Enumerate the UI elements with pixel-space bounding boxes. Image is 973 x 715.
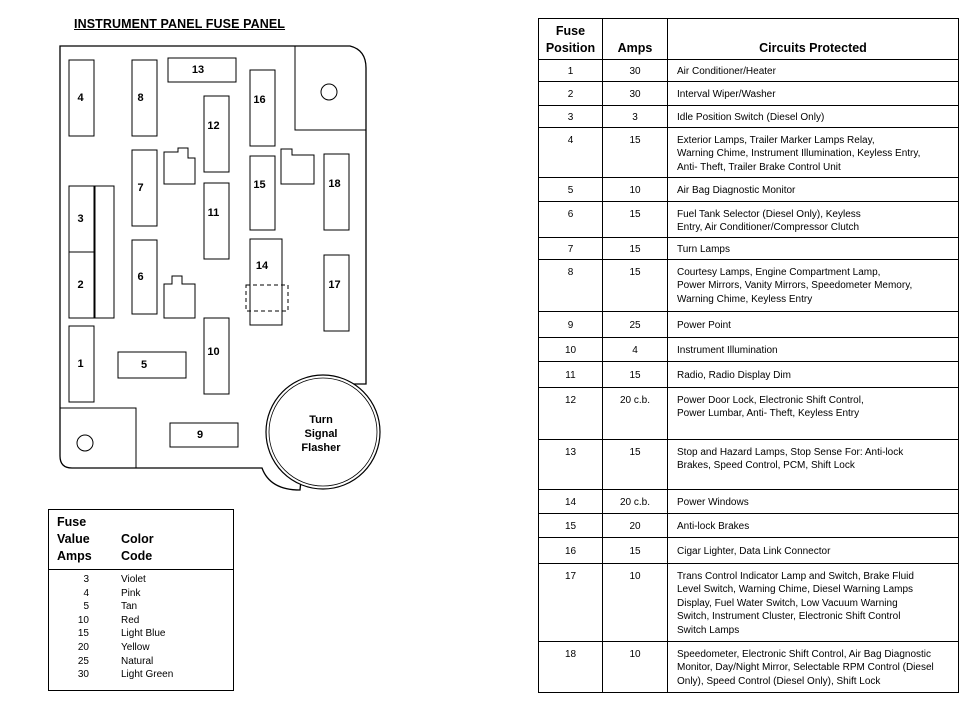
fuse-circuits-cell: Air Conditioner/Heater xyxy=(677,65,776,77)
color-code-color: Light Green xyxy=(121,669,174,681)
fuse-amps-cell: 30 xyxy=(629,65,641,77)
fuse-position-cell: 1 xyxy=(567,65,574,77)
fuse-circuits-cell: Power Door Lock, Electronic Shift Control, Power Lumbar, Anti- Theft, Keyless Entry xyxy=(677,395,864,420)
fuse-amps-cell: 15 xyxy=(629,243,641,255)
fuse-position-cell: 6 xyxy=(567,209,574,220)
connector-block xyxy=(95,186,114,318)
flasher-label-line-3: Flasher xyxy=(301,442,341,454)
fuse-5-label: 5 xyxy=(140,358,148,371)
fuse-16 xyxy=(250,70,275,146)
fuse-4-label: 4 xyxy=(77,91,84,104)
fuse-12 xyxy=(204,96,229,172)
fuse-amps-cell: 15 xyxy=(629,447,641,458)
fuse-7-label: 7 xyxy=(137,181,144,194)
fuse-position-cell: 3 xyxy=(567,111,574,123)
color-code-rows xyxy=(49,573,233,682)
header-fuse-word: Fuse xyxy=(555,24,586,38)
color-code-row xyxy=(49,655,233,669)
fuse-circuits-cell: Courtesy Lamps, Engine Compartment Lamp, Power Mirrors, Vanity Mirrors, Speedometer Memory, Warning Chime, Keyless Entry xyxy=(677,267,913,305)
fuse-circuits-cell: Instrument Illumination xyxy=(677,344,778,356)
fuse-amps-cell: 10 xyxy=(629,184,641,196)
header-fuse: Fuse xyxy=(57,515,87,529)
fuse-11-label: 11 xyxy=(207,206,220,219)
color-code-amps: 4 xyxy=(83,587,89,599)
header-code: Code xyxy=(121,549,153,563)
fuse-amps-cell: 15 xyxy=(629,209,641,220)
fuse-table-row xyxy=(539,237,958,259)
color-code-col-header xyxy=(121,531,154,565)
fuse-10-label: 10 xyxy=(207,345,220,358)
fuse-circuits-cell: Cigar Lighter, Data Link Connector xyxy=(677,545,831,557)
fuse-6 xyxy=(132,240,157,314)
fuse-14-label: 14 xyxy=(255,259,269,272)
color-code-amps: 3 xyxy=(83,574,89,585)
color-code-row xyxy=(49,614,233,628)
header-fuse-position xyxy=(539,23,602,57)
fuse-table-row xyxy=(539,259,958,311)
fuse-position-cell: 13 xyxy=(564,447,577,458)
fuse-table-row xyxy=(539,127,958,177)
fuse-amps-cell: 15 xyxy=(629,135,641,146)
fuse-table-row xyxy=(539,489,958,513)
color-code-table xyxy=(48,509,234,691)
mount-hole-bottom-left xyxy=(77,435,93,451)
fuse-table-row xyxy=(539,81,958,105)
fuse-position-cell: 11 xyxy=(565,369,576,381)
fuse-14 xyxy=(250,239,282,325)
color-code-amps: 30 xyxy=(77,669,89,681)
fuse-amps-cell: 30 xyxy=(629,88,641,100)
fuse-table-row xyxy=(539,105,958,127)
color-code-row xyxy=(49,641,233,655)
fuse-6-label: 6 xyxy=(137,270,144,283)
fuse-circuits-cell: Speedometer, Electronic Shift Control, Air Bag Diagnostic Monitor, Day/Night Mirror, Selectable RPM Control (Diesel Only), Speed Control (Diesel Only), Shift Lock xyxy=(677,649,934,687)
color-code-color: Red xyxy=(121,614,140,626)
fuse-table-row xyxy=(539,387,958,439)
fuse-2-label: 2 xyxy=(77,278,84,291)
color-code-row xyxy=(49,600,233,614)
fuse-position-cell: 10 xyxy=(564,344,577,356)
fuse-amps-cell: 3 xyxy=(632,111,638,123)
color-code-color: Yellow xyxy=(121,641,150,653)
header-amps: Amps xyxy=(57,549,92,563)
fuse-position-cell: 5 xyxy=(567,184,574,196)
fuse-position-cell: 16 xyxy=(564,545,577,557)
fuse-table-row xyxy=(539,59,958,81)
fuse-3-label: 3 xyxy=(77,212,84,225)
fuse-amps-cell: 25 xyxy=(629,319,641,331)
fuse-circuits-cell: Power Windows xyxy=(677,496,749,508)
fuse-15 xyxy=(250,156,275,230)
color-code-color: Light Blue xyxy=(121,628,166,640)
fuse-amps-cell: 15 xyxy=(629,267,641,278)
fuse-position-cell: 8 xyxy=(567,267,574,278)
fuse-circuits-cell: Radio, Radio Display Dim xyxy=(677,369,791,381)
fuse-table-row xyxy=(539,439,958,489)
header-position-word: Position xyxy=(545,41,596,55)
color-code-header xyxy=(49,510,233,570)
fuse-position-cell: 9 xyxy=(567,319,574,331)
header-color: Color xyxy=(121,532,154,546)
fuse-amps-cell: 20 c.b. xyxy=(619,496,651,508)
fuse-table-row xyxy=(539,337,958,361)
fuse-table-row xyxy=(539,537,958,563)
fuse-position-cell: 12 xyxy=(564,395,577,406)
fuse-9 xyxy=(170,423,238,447)
fuse-circuits-cell: Idle Position Switch (Diesel Only) xyxy=(677,111,825,123)
fuse-15-label: 15 xyxy=(253,178,266,191)
color-code-row xyxy=(49,627,233,641)
fuse-table-row xyxy=(539,641,958,693)
fuse-8-label: 8 xyxy=(137,91,144,104)
fuse-11 xyxy=(204,183,229,259)
fuse-table-row xyxy=(539,201,958,237)
color-code-amps: 10 xyxy=(77,614,89,626)
fuse-circuits-cell: Turn Lamps xyxy=(677,243,730,255)
color-code-row xyxy=(49,668,233,682)
fuse-1-label: 1 xyxy=(77,357,84,370)
fuse-9-label: 9 xyxy=(196,428,204,441)
fuse-table-row xyxy=(539,563,958,641)
fuse-circuits-cell: Fuel Tank Selector (Diesel Only), Keyless Entry, Air Conditioner/Compressor Clutch xyxy=(677,209,861,234)
fuse-table-row xyxy=(539,311,958,337)
fuse-position-cell: 14 xyxy=(564,496,577,508)
fuse-17-label: 17 xyxy=(328,278,341,291)
fuse-amps-cell: 20 xyxy=(629,520,641,532)
fuse-circuits-cell: Trans Control Indicator Lamp and Switch, Brake Fluid Level Switch, Warning Chime, Diesel Warning Lamps Display, Fuel Water Switch, Low Vacuum Warning Switch, Instrument Cluster, Electronic Shift Control Switch Lamps xyxy=(677,571,914,636)
fuse-amps-cell: 10 xyxy=(629,571,641,582)
mount-hole-top-right xyxy=(321,84,337,100)
color-code-color: Natural xyxy=(121,655,154,667)
color-code-row xyxy=(49,573,233,587)
fuse-panel-diagram xyxy=(0,0,533,505)
fuse-position-cell: 15 xyxy=(564,520,577,532)
fuse-7 xyxy=(132,150,157,226)
fuse-circuits-cell: Interval Wiper/Washer xyxy=(677,88,776,100)
fuse-amps-cell: 4 xyxy=(632,344,638,356)
color-code-color: Pink xyxy=(121,587,141,599)
fuse-position-cell: 4 xyxy=(567,135,574,146)
fuse-position-cell: 18 xyxy=(564,649,577,660)
header-circuits: Circuits Protected xyxy=(759,41,867,55)
fuse-circuits-cell: Power Point xyxy=(677,319,731,331)
color-code-amps: 15 xyxy=(77,628,89,640)
color-code-amps: 5 xyxy=(83,601,89,613)
flasher-label-line-1: Turn xyxy=(309,414,333,426)
fuse-amps-cell: 10 xyxy=(629,649,641,660)
fuse-position-cell: 17 xyxy=(564,571,577,582)
header-amps: Amps xyxy=(617,41,653,55)
color-code-amps: 25 xyxy=(77,655,89,667)
fuse-value-amps-header xyxy=(57,514,92,565)
fuse-table-row xyxy=(539,177,958,201)
fuse-13-label: 13 xyxy=(191,63,205,76)
fuse-circuits-cell: Exterior Lamps, Trailer Marker Lamps Relay, Warning Chime, Instrument Illumination, Keyless Entry, Anti- Theft, Trailer Brake Control Unit xyxy=(677,135,921,173)
color-code-color: Violet xyxy=(121,574,146,585)
header-value: Value xyxy=(57,532,90,546)
fuse-table-row xyxy=(539,361,958,387)
fuse-circuits-cell: Anti-lock Brakes xyxy=(677,520,750,532)
fuse-circuits-cell: Stop and Hazard Lamps, Stop Sense For: Anti-lock Brakes, Speed Control, PCM, Shift Lock xyxy=(677,447,904,472)
fuse-18 xyxy=(324,154,349,230)
color-code-amps: 20 xyxy=(77,641,89,653)
color-code-color: Tan xyxy=(121,601,138,613)
fuse-8 xyxy=(132,60,157,136)
flasher-label-line-2: Signal xyxy=(304,428,338,440)
fuse-amps-cell: 15 xyxy=(629,369,641,381)
fuse-16-label: 16 xyxy=(253,93,266,106)
fuse-table-row xyxy=(539,513,958,537)
fuse-position-cell: 2 xyxy=(567,88,574,100)
panel-title: INSTRUMENT PANEL FUSE PANEL xyxy=(74,17,286,31)
fuse-17 xyxy=(324,255,349,331)
fuse-position-cell: 7 xyxy=(567,243,574,255)
fuse-amps-cell: 15 xyxy=(629,545,641,557)
color-code-row xyxy=(49,587,233,601)
fuse-amps-cell: 20 c.b. xyxy=(619,395,651,406)
fuse-18-label: 18 xyxy=(328,177,341,190)
fuse-5 xyxy=(118,352,186,378)
fuse-circuits-cell: Air Bag Diagnostic Monitor xyxy=(677,184,796,196)
fuse-circuits-table xyxy=(538,18,959,693)
fuse-12-label: 12 xyxy=(207,119,220,132)
